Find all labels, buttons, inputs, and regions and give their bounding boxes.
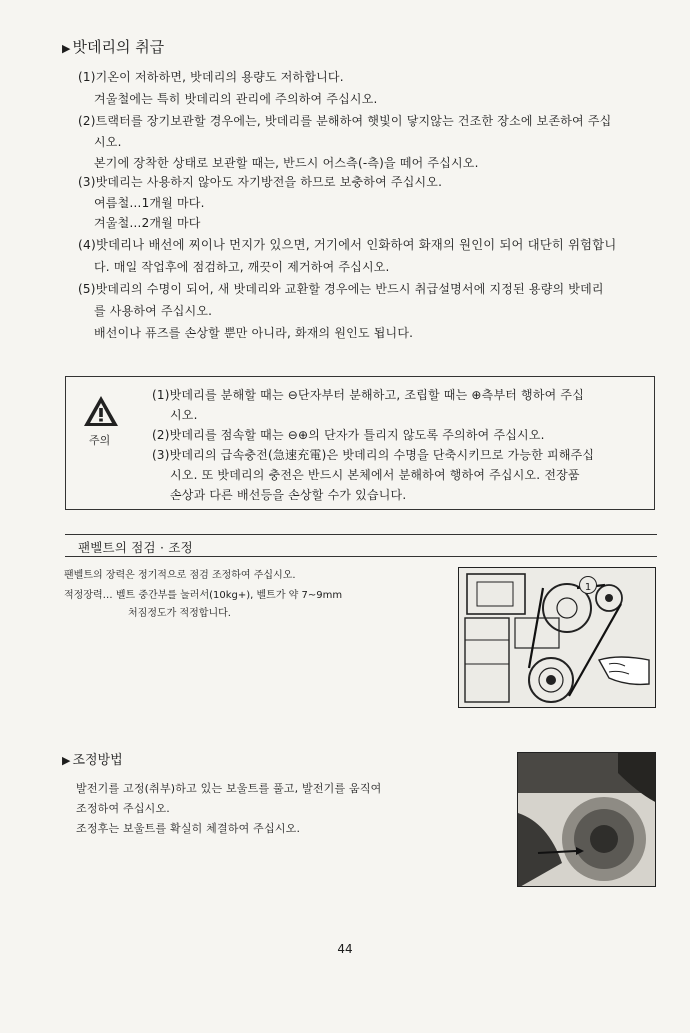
triangle-bullet-icon: ▶ <box>62 42 71 55</box>
section-heading-adjust <box>62 749 123 768</box>
section-title: 밧데리의 취급 <box>72 38 165 56</box>
triangle-bullet-icon: ▶ <box>62 754 71 767</box>
fanbelt-heading: 팬벨트의 점검 · 조정 <box>78 540 193 555</box>
battery-item-3-winter: 겨울철…2개월 마다 <box>94 216 201 230</box>
battery-item-3: (3)밧데리는 사용하지 않아도 자기방전을 하므로 보충하여 주십시오. <box>78 175 443 189</box>
battery-item-1-note: 겨울철에는 특히 밧데리의 관리에 주의하여 주십시오. <box>94 92 378 106</box>
fanbelt-line-3: 처짐정도가 적정합니다. <box>128 608 231 619</box>
battery-item-3-summer: 여름철…1개월 마다. <box>94 196 205 210</box>
section-divider-top <box>65 534 657 535</box>
caution-item-3-cont: 시오. 또 밧데리의 충전은 반드시 본체에서 분해하여 행하여 주십시오. 전장품 <box>170 468 580 482</box>
battery-item-2-cont: 시오. <box>94 135 122 149</box>
alternator-photo <box>517 752 656 887</box>
caution-item-2: (2)밧데리를 점속할 때는 ⊖⊕의 단자가 틀리지 않도록 주의하여 주십시오. <box>152 428 545 442</box>
section-divider-bottom <box>65 556 657 557</box>
section-heading-battery <box>62 36 164 57</box>
fanbelt-line-2: 적정장력… 벨트 중간부를 눌러서(10kg+), 벨트가 약 7~9mm <box>64 590 343 601</box>
adjust-line-1: 발전기를 고정(취부)하고 있는 보울트를 풀고, 발전기를 움직여 <box>76 782 382 795</box>
fanbelt-line-1: 팬벨트의 장력은 정기적으로 점검 조정하여 주십시오. <box>64 570 296 581</box>
battery-item-4-cont: 다. 매일 작업후에 점검하고, 깨끗이 제거하여 주십시오. <box>94 260 390 274</box>
adjust-title: 조정방법 <box>72 753 123 768</box>
adjust-line-2: 조정하여 주십시오. <box>76 802 171 815</box>
battery-item-5-cont: 를 사용하여 주십시오. <box>94 304 213 318</box>
warning-icon <box>82 394 120 432</box>
figure-callout-number: 1 <box>584 582 592 593</box>
battery-item-1: (1)기온이 저하하면, 밧데리의 용량도 저하합니다. <box>78 70 344 84</box>
caution-label: 주의 <box>89 434 111 447</box>
battery-item-4: (4)밧데리나 배선에 찌이나 먼지가 있으면, 거기에서 인화하여 화재의 원인이 되어 대단히 위험합니 <box>78 238 617 252</box>
adjust-line-3: 조정후는 보울트를 확실히 체결하여 주십시오. <box>76 822 301 835</box>
battery-item-2: (2)트랙터를 장기보관할 경우에는, 밧데리를 분해하여 햇빛이 닿지않는 건조한 장소에 보존하여 주십 <box>78 114 612 128</box>
battery-item-5: (5)밧데리의 수명이 되어, 새 밧데리와 교환할 경우에는 반드시 취급설명서에 지정된 용량의 밧데리 <box>78 282 604 296</box>
battery-item-2-note: 본기에 장착한 상태로 보관할 때는, 반드시 어스측(-측)을 떼어 주십시오. <box>94 156 479 170</box>
figure-callout-circle <box>579 576 597 594</box>
caution-item-3: (3)밧데리의 급속충전(急速充電)은 밧데리의 수명을 단축시키므로 가능한 피해주십 <box>152 448 595 462</box>
fanbelt-illustration <box>458 567 656 708</box>
battery-item-5-note: 배선이나 퓨즈를 손상할 뿐만 아니라, 화재의 원인도 됩니다. <box>94 326 414 340</box>
caution-item-3-cont2: 손상과 다른 배선등을 손상할 수가 있습니다. <box>170 488 407 502</box>
caution-item-1-cont: 시오. <box>170 408 198 422</box>
caution-item-1: (1)밧데리를 분해할 때는 ⊖단자부터 분해하고, 조립할 때는 ⊕측부터 행하여 주십 <box>152 388 585 402</box>
page-number: 44 <box>337 942 353 956</box>
